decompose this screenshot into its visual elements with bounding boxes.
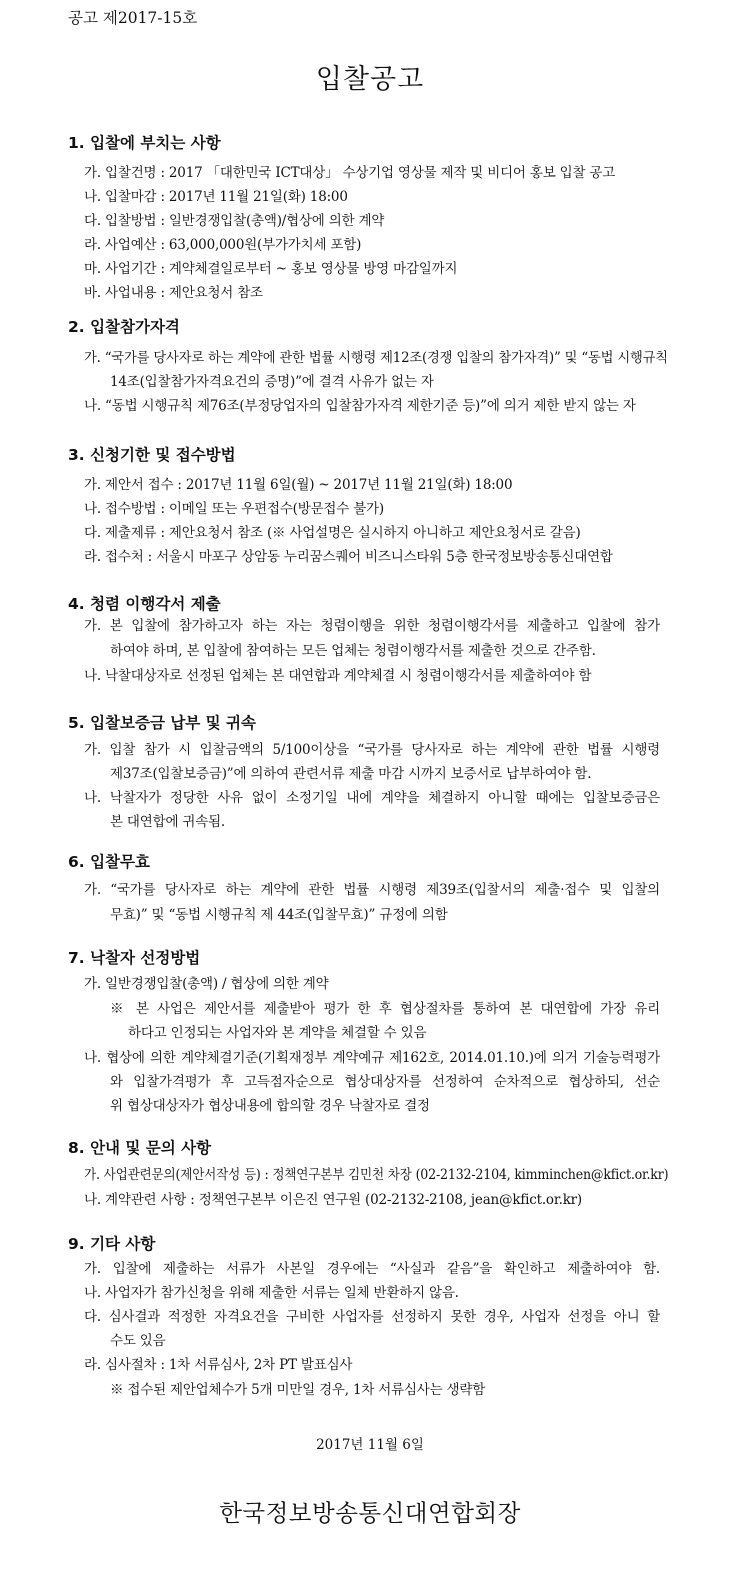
section-2-item: 가. “국가를 당사자로 하는 계약에 관한 법률 시행령 제12조(경쟁 입찰의 참가자격)” 및 “동법 시행규칙 (84, 350, 668, 366)
section-9-item: 가. 입찰에 제출하는 서류가 사본일 경우에는 “사실과 같음”을 확인하고 제출하여야 함. (84, 1261, 660, 1277)
section-1-item: 가. 입찰건명 : 2017 「대한민국 ICT대상」 수상기업 영상물 제작 및 비디어 홍보 입찰 공고 (84, 165, 616, 181)
section-2-item: 나. “동법 시행규칙 제76조(부정당업자의 입찰참가자격 제한기준 등)”에 의거 제한 받지 않는 자 (84, 398, 636, 414)
section-9-item: 다. 심사결과 적정한 자격요건을 구비한 사업자를 선정하지 못한 경우, 사업자 선정을 아니 할 (84, 1309, 660, 1325)
section-4-heading: 4. 청렴 이행각서 제출 (68, 595, 221, 613)
section-5-item: 제37조(입찰보증금)”에 의하여 관련서류 제출 마감 시까지 보증서로 납부하여야 함. (110, 766, 592, 782)
section-7-heading: 7. 낙찰자 선정방법 (68, 949, 201, 967)
section-4-item: 가. 본 입찰에 참가하고자 하는 자는 청렴이행을 위한 청렴이행각서를 제출하고 입찰에 참가 (84, 618, 660, 634)
section-7-item: 가. 일반경쟁입찰(총액) / 협상에 의한 계약 (84, 976, 329, 992)
section-7-note: 하다고 인정되는 사업자와 본 계약을 체결할 수 있음 (128, 1025, 427, 1041)
section-2-item: 14조(입찰참가자격요건의 증명)”에 결격 사유가 없는 자 (110, 374, 434, 390)
section-3-item: 라. 접수처 : 서울시 마포구 상암동 누리꿈스퀘어 비즈니스타워 5층 한국정보방송통신대연합 (84, 549, 613, 565)
section-5-heading: 5. 입찰보증금 납부 및 귀속 (68, 714, 256, 732)
section-8-item: 나. 계약관련 사항 : 정책연구본부 이은진 연구원 (02-2132-2108, jean@kfict.or.kr) (84, 1192, 583, 1208)
section-9-item: 라. 심사절차 : 1차 서류심사, 2차 PT 발표심사 (84, 1357, 353, 1373)
section-1-item: 다. 입찰방법 : 일반경쟁입찰(총액)/협상에 의한 계약 (84, 213, 385, 229)
section-7-note: ※ 본 사업은 제안서를 제출받아 평가 한 후 협상절차를 통하여 본 대연합에 가장 유리 (110, 1001, 660, 1017)
section-9-note: ※ 접수된 제안업체수가 5개 미만일 경우, 1차 서류심사는 생략함 (110, 1382, 486, 1398)
document-date: 2017년 11월 6일 (316, 1437, 424, 1453)
section-4-item: 나. 낙찰대상자로 선정된 업체는 본 대연합과 계약체결 시 청렴이행각서를 제출하여야 함 (84, 668, 592, 684)
section-7-item: 위 협상대상자가 협상내용에 합의할 경우 낙찰자로 결정 (110, 1098, 430, 1114)
section-6-item: 가. “국가를 당사자로 하는 계약에 관한 법률 시행령 제39조(입찰서의 제출·접수 및 입찰의 (84, 882, 660, 898)
section-7-item: 와 입찰가격평가 후 고득점자순으로 협상대상자를 선정하여 순차적으로 협상하되, 선순 (110, 1074, 660, 1090)
section-8-item: 가. 사업관련문의(제안서작성 등) : 정책연구본부 김민천 차장 (02-2132-2104, kimminchen@kfict.or.kr) (84, 1167, 669, 1183)
section-8-heading: 8. 안내 및 문의 사항 (68, 1139, 212, 1157)
section-5-item: 나. 낙찰자가 정당한 사유 없이 소정기일 내에 계약을 체결하지 아니할 때에는 입찰보증금은 (84, 790, 660, 806)
section-9-item: 나. 사업자가 참가신청을 위해 제출한 서류는 일체 반환하지 않음. (84, 1285, 459, 1301)
section-4-item: 하여야 하며, 본 입찰에 참여하는 모든 업체는 청렴이행각서를 제출한 것으로 간주함. (110, 643, 596, 659)
section-6-item: 무효)” 및 “동법 시행규칙 제 44조(입찰무효)” 규정에 의함 (110, 907, 448, 923)
section-5-item: 가. 입찰 참가 시 입찰금액의 5/100이상을 “국가를 당사자로 하는 계약에 관한 법률 시행령 (84, 742, 660, 758)
section-1-item: 나. 입찰마감 : 2017년 11월 21일(화) 18:00 (84, 189, 348, 205)
document-title: 입찰공고 (315, 64, 425, 95)
section-2-heading: 2. 입찰참가자격 (68, 318, 180, 336)
section-3-item: 다. 제출제류 : 제안요청서 참조 (※ 사업설명은 실시하지 아니하고 제안요청서로 갈음) (84, 525, 581, 541)
notice-number: 공고 제2017-15호 (68, 9, 198, 27)
section-3-item: 나. 접수방법 : 이메일 또는 우편접수(방문접수 불가) (84, 501, 384, 517)
section-5-item: 본 대연합에 귀속됨. (110, 814, 226, 830)
section-1-item: 마. 사업기간 : 계약체결일로부터 ~ 홍보 영상물 방영 마감일까지 (84, 261, 458, 277)
section-1-heading: 1. 입찰에 부치는 사항 (68, 134, 221, 152)
section-3-item: 가. 제안서 접수 : 2017년 11월 6일(월) ~ 2017년 11월 21일(화) 18:00 (84, 477, 513, 493)
section-9-item: 수도 있음 (110, 1333, 166, 1349)
section-9-heading: 9. 기타 사항 (68, 1235, 156, 1253)
section-3-heading: 3. 신청기한 및 접수방법 (68, 446, 236, 464)
issuer-name: 한국정보방송통신대연합회장 (219, 1499, 521, 1527)
section-1-item: 바. 사업내용 : 제안요청서 참조 (84, 285, 263, 301)
section-6-heading: 6. 입찰무효 (68, 853, 150, 871)
section-1-item: 라. 사업예산 : 63,000,000원(부가가치세 포함) (84, 237, 362, 253)
section-7-item: 나. 협상에 의한 계약체결기준(기획재정부 계약예규 제162호, 2014.01.10.)에 의거 기술능력평가 (84, 1050, 660, 1066)
